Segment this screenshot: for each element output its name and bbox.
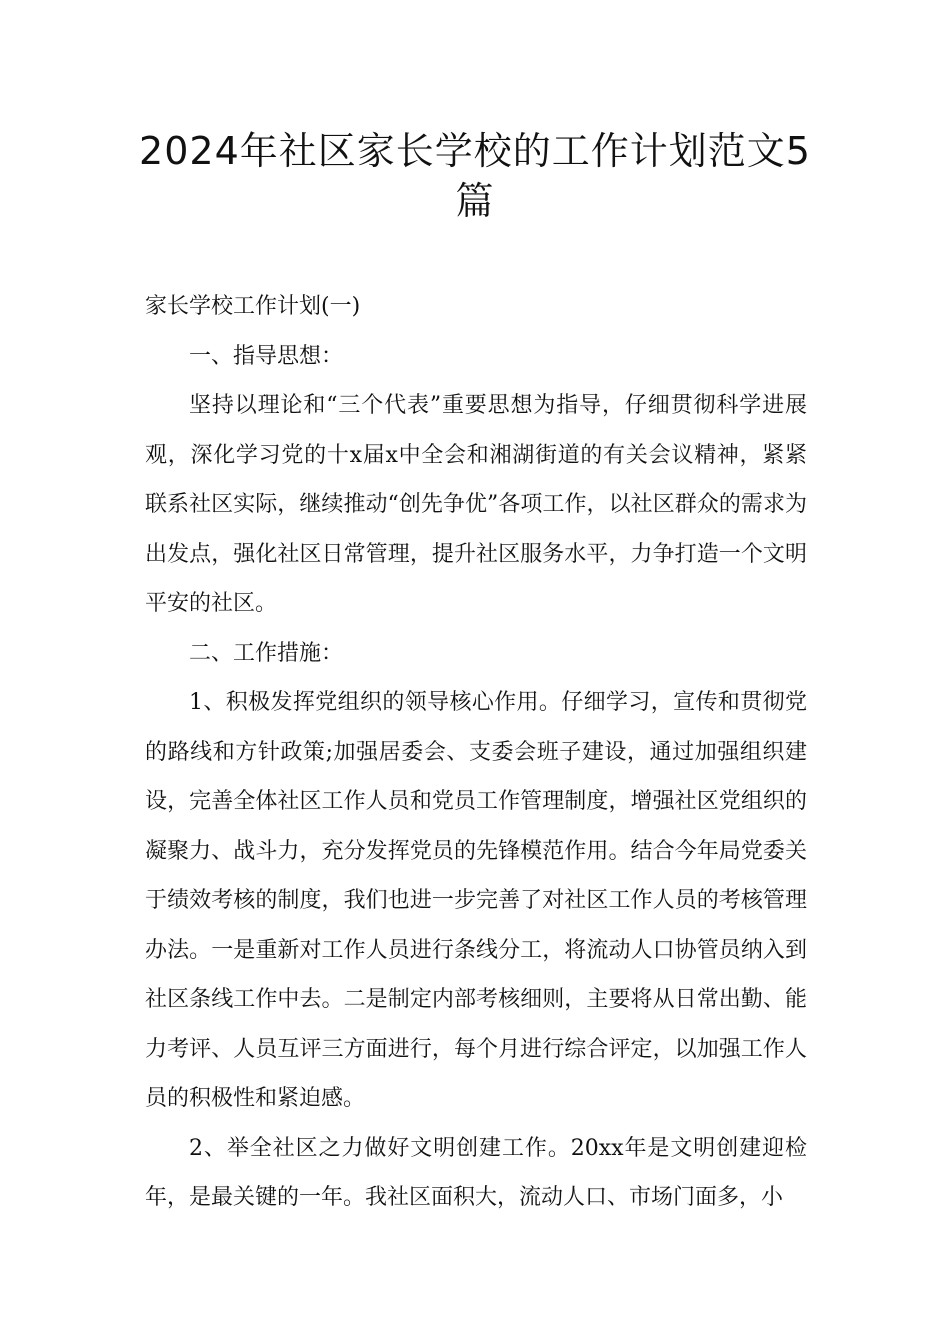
- document-body: [145, 282, 807, 1223]
- paragraph-measure-1: 1、积极发挥党组织的领导核心作用。仔细学习，宣传和贯彻党的路线和方针政策;加强居委会、支委会班子建设，通过加强组织建设，完善全体社区工作人员和党员工作管理制度，增强社区党组织的凝聚力、战斗力，充分发挥党员的先锋模范作用。结合今年局党委关于绩效考核的制度，我们也进一步完善了对社区工作人员的考核管理办法。一是重新对工作人员进行条线分工，将流动人口协管员纳入到社区条线工作中去。二是制定内部考核细则，主要将从日常出勤、能力考评、人员互评三方面进行，每个月进行综合评定，以加强工作人员的积极性和紧迫感。: [145, 690, 807, 1111]
- paragraph-guiding-ideology: 坚持以理论和“三个代表”重要思想为指导，仔细贯彻科学进展观，深化学习党的十x届x中全会和湘湖街道的有关会议精神，紧紧联系社区实际，继续推动“创先争优”各项工作，以社区群众的需求为出发点，强化社区日常管理，提升社区服务水平，力争打造一个文明平安的社区。: [145, 393, 807, 616]
- document-title: 2024年社区家长学校的工作计划范文5篇: [139, 129, 811, 223]
- subheading-guiding-ideology: 一、指导思想：: [189, 343, 344, 369]
- section-heading: 家长学校工作计划(一): [145, 294, 361, 319]
- paragraph-measure-2: 2、举全社区之力做好文明创建工作。20xx年是文明创建迎检年，是最关键的一年。我社区面积大，流动人口、市场门面多，小: [145, 1135, 807, 1210]
- subheading-work-measures: 二、工作措施：: [189, 640, 344, 666]
